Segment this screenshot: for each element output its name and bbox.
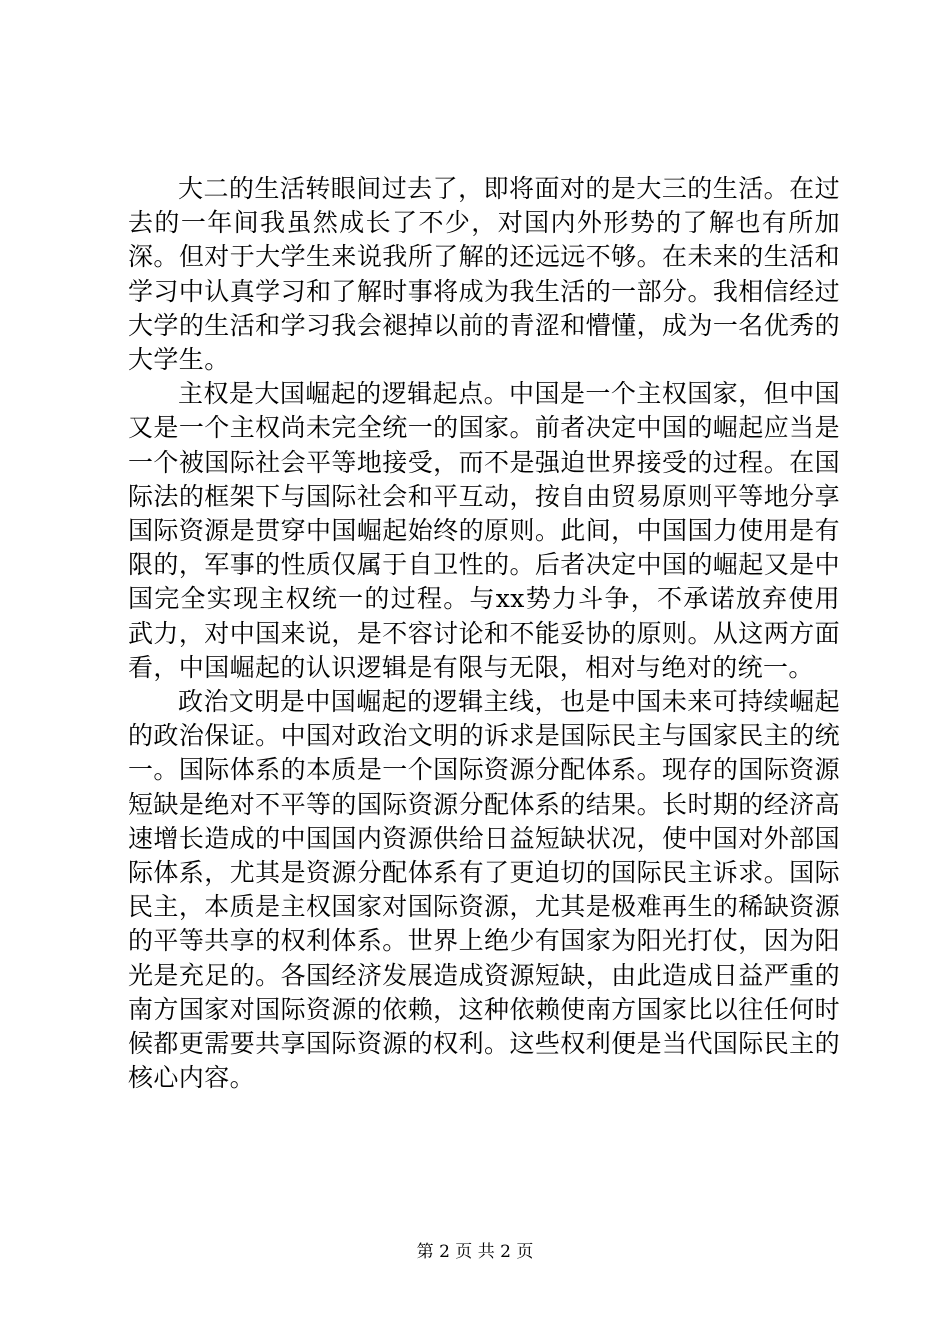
paragraph-1: 大二的生活转眼间过去了，即将面对的是大三的生活。在过去的一年间我虽然成长了不少，对国内外形势的了解也有所加深。但对于大学生来说我所了解的还远远不够。在未来的生活和学习中认真学习和了解时事将成为我生活的一部分。我相信经过大学的生活和学习我会褪掉以前的青涩和懵懂，成为一名优秀的大学生。 — [128, 174, 840, 375]
paragraph-2: 主权是大国崛起的逻辑起点。中国是一个主权国家，但中国又是一个主权尚未完全统一的国家。前者决定中国的崛起应当是一个被国际社会平等地接受，而不是强迫世界接受的过程。在国际法的框架下与国际社会和平互动，按自由贸易原则平等地分享国际资源是贯穿中国崛起始终的原则。此间，中国国力使用是有限的，军事的性质仅属于自卫性的。后者决定中国的崛起又是中国完全实现主权统一的过程。与xx势力斗争，不承诺放弃使用武力，对中国来说，是不容讨论和不能妥协的原则。从这两方面看，中国崛起的认识逻辑是有限与无限，相对与绝对的统一。 — [128, 379, 840, 682]
page-number-footer: 第 2 页 共 2 页 — [416, 1242, 534, 1262]
paragraph-3: 政治文明是中国崛起的逻辑主线，也是中国未来可持续崛起的政治保证。中国对政治文明的诉求是国际民主与国家民主的统一。国际体系的本质是一个国际资源分配体系。现存的国际资源短缺是绝对不平等的国际资源分配体系的结果。长时期的经济高速增长造成的中国国内资源供给日益短缺状况，使中国对外部国际体系，尤其是资源分配体系有了更迫切的国际民主诉求。国际民主，本质是主权国家对国际资源，尤其是极难再生的稀缺资源的平等共享的权利体系。世界上绝少有国家为阳光打仗，因为阳光是充足的。各国经济发展造成资源短缺，由此造成日益严重的南方国家对国际资源的依赖，这种依赖使南方国家比以往任何时候都更需要共享国际资源的权利。这些权利便是当代国际民主的核心内容。 — [128, 687, 840, 1093]
document-body — [128, 172, 840, 1095]
